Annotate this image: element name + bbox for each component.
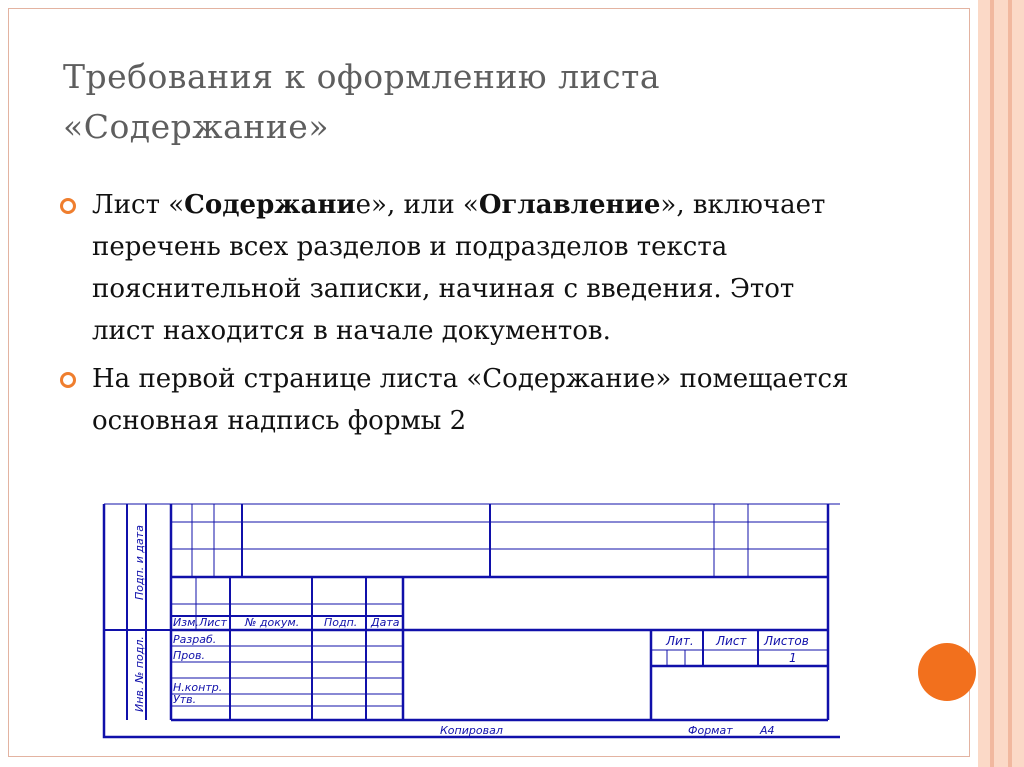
stamp-header-list: Лист — [199, 616, 227, 629]
stamp-label-inv-podl: Инв. № подл. — [133, 636, 146, 712]
bold-text: Оглавление — [478, 190, 661, 220]
bold-text: Содержани — [184, 190, 356, 220]
orange-circle-decor — [918, 643, 976, 701]
title-line-2: «Содержание» — [63, 107, 330, 146]
bullet-item-1 — [60, 184, 860, 352]
decor-stripe — [994, 0, 1008, 767]
stamp-footer-format: Формат — [688, 724, 733, 737]
stamp-row-nkontr: Н.контр. — [173, 681, 223, 694]
text: Лист « — [92, 190, 185, 220]
stamp-header-podp: Подп. — [324, 616, 358, 629]
bullet-circle-icon — [60, 198, 76, 214]
decor-stripe — [1012, 0, 1024, 767]
decor-stripe — [978, 0, 990, 767]
stamp-footer-kopiroval: Копировал — [440, 724, 503, 737]
stamp-label-podp-data: Подп. и дата — [133, 525, 146, 600]
stamp-right-listov: Листов — [764, 634, 809, 648]
stamp-right-listov-value: 1 — [789, 651, 797, 665]
text: е», или « — [355, 190, 479, 220]
stamp-header-date: Дата — [371, 616, 400, 629]
stamp-right-lit: Лит. — [666, 634, 694, 648]
text: На первой странице листа «Содержание» помещается основная надпись формы 2 — [92, 364, 849, 436]
stamp-footer-format-value: А4 — [760, 724, 775, 737]
bullet-circle-icon — [60, 372, 76, 388]
text: », включает перечень всех разделов и подразделов текста пояснительной записки, начиная с введения. Этот лист находится в начале документов. — [92, 190, 826, 346]
stamp-header-doc: № докум. — [245, 616, 300, 629]
stamp-right-list: Лист — [716, 634, 747, 648]
title-block-form-2 — [100, 500, 840, 745]
bullet-list — [60, 184, 860, 448]
stamp-row-razrab: Разраб. — [173, 633, 217, 646]
bullet-item-2 — [60, 358, 860, 442]
stamp-row-prov: Пров. — [173, 649, 205, 662]
stamp-header-izm: Изм. — [173, 616, 199, 629]
slide-title — [63, 52, 943, 152]
title-line-1: Требования к оформлению листа — [63, 57, 660, 96]
stamp-row-utv: Утв. — [173, 693, 197, 706]
